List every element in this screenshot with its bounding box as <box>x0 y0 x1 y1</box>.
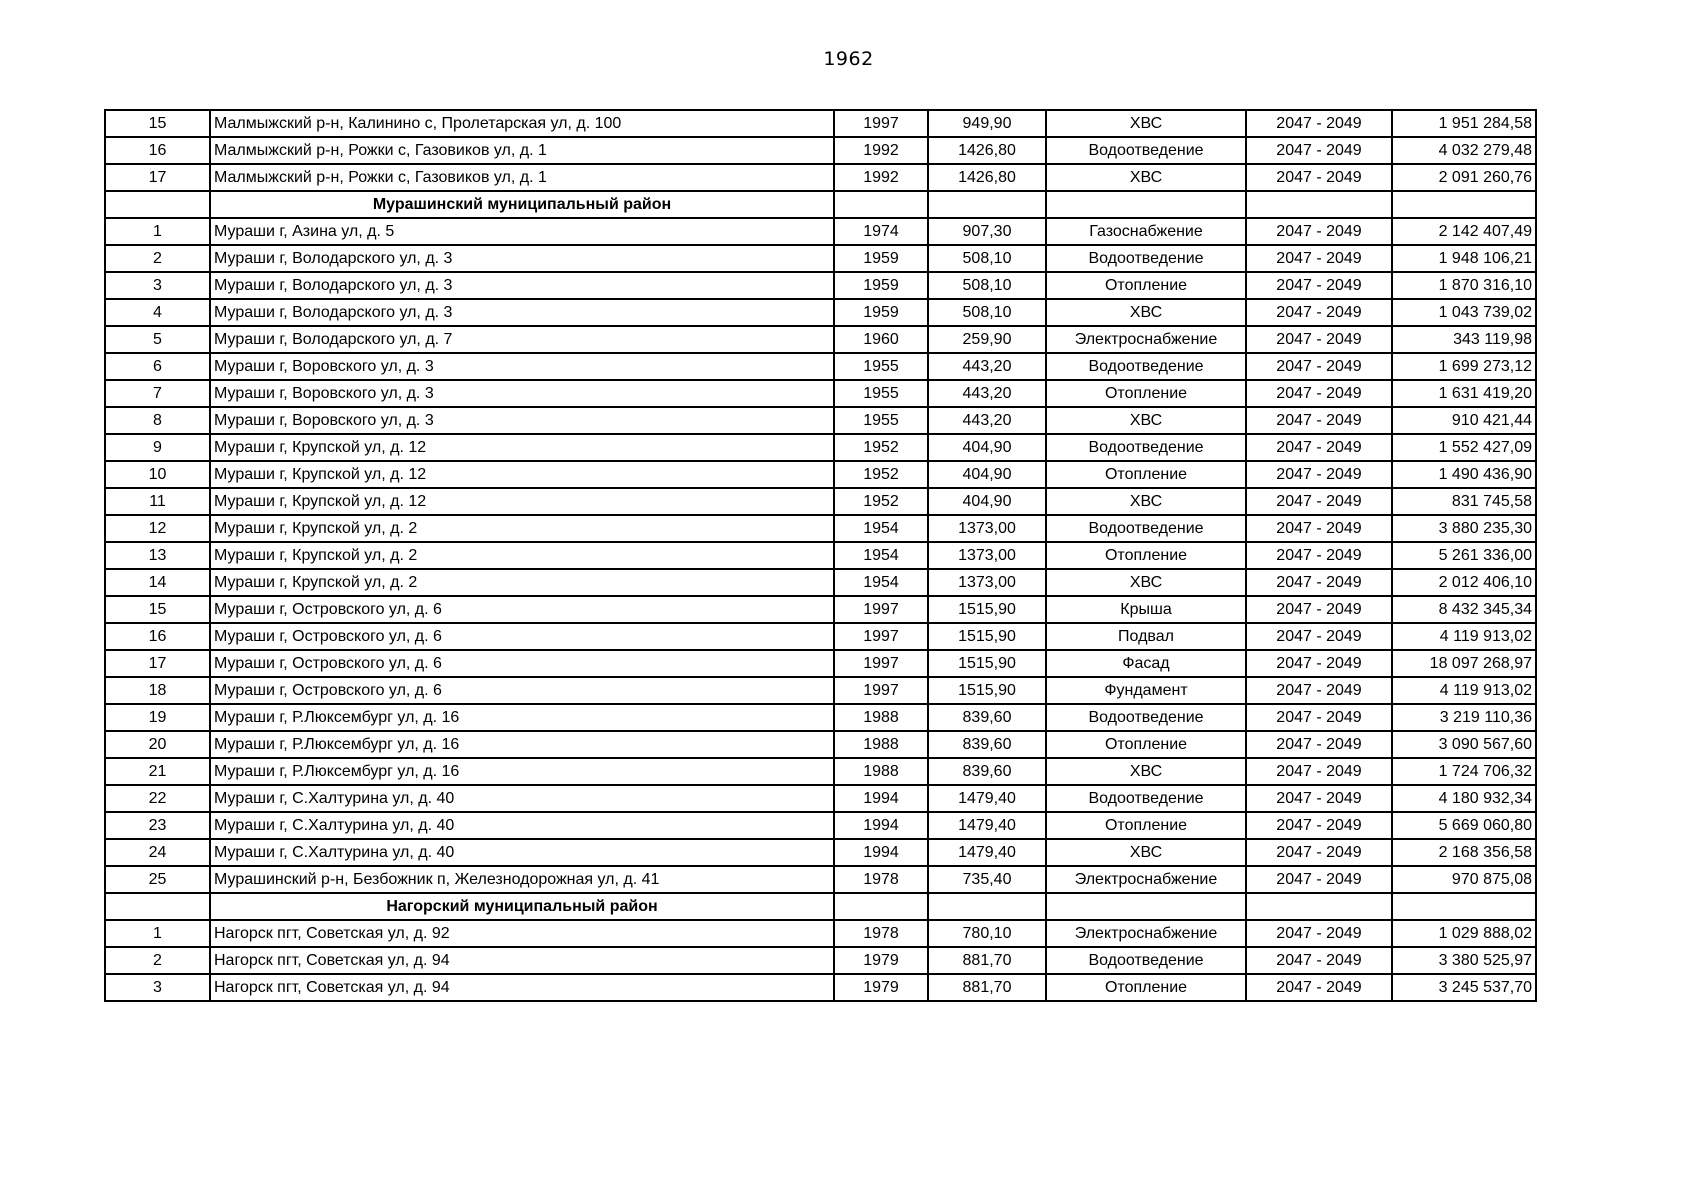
area-cell: 443,20 <box>928 353 1046 380</box>
area-cell: 508,10 <box>928 272 1046 299</box>
table-row <box>105 569 1536 596</box>
table-row <box>105 704 1536 731</box>
period-cell: 2047 - 2049 <box>1246 677 1392 704</box>
section-empty-cell <box>834 893 928 920</box>
work-type-cell: ХВС <box>1046 299 1246 326</box>
cost-cell: 4 119 913,02 <box>1392 677 1536 704</box>
area-cell: 443,20 <box>928 407 1046 434</box>
area-cell: 881,70 <box>928 947 1046 974</box>
area-cell: 1426,80 <box>928 137 1046 164</box>
section-empty-cell <box>1046 893 1246 920</box>
build-year-cell: 1997 <box>834 110 928 137</box>
row-number-cell: 25 <box>105 866 210 893</box>
build-year-cell: 1997 <box>834 650 928 677</box>
work-type-cell: ХВС <box>1046 758 1246 785</box>
area-cell: 907,30 <box>928 218 1046 245</box>
build-year-cell: 1955 <box>834 353 928 380</box>
row-number-cell: 4 <box>105 299 210 326</box>
table-row <box>105 542 1536 569</box>
address-cell: Нагорск пгт, Советская ул, д. 94 <box>210 947 834 974</box>
section-title: Нагорский муниципальный район <box>210 893 834 920</box>
work-type-cell: Электроснабжение <box>1046 866 1246 893</box>
work-type-cell: Водоотведение <box>1046 434 1246 461</box>
area-cell: 839,60 <box>928 758 1046 785</box>
address-cell: Нагорск пгт, Советская ул, д. 94 <box>210 974 834 1001</box>
period-cell: 2047 - 2049 <box>1246 110 1392 137</box>
table-row <box>105 920 1536 947</box>
period-cell: 2047 - 2049 <box>1246 866 1392 893</box>
section-empty-cell <box>1392 893 1536 920</box>
cost-cell: 3 245 537,70 <box>1392 974 1536 1001</box>
row-number-cell: 2 <box>105 947 210 974</box>
build-year-cell: 1992 <box>834 164 928 191</box>
table-row <box>105 218 1536 245</box>
address-cell: Мураши г, Володарского ул, д. 7 <box>210 326 834 353</box>
area-cell: 1515,90 <box>928 596 1046 623</box>
work-type-cell: ХВС <box>1046 488 1246 515</box>
period-cell: 2047 - 2049 <box>1246 542 1392 569</box>
cost-cell: 4 180 932,34 <box>1392 785 1536 812</box>
table-row <box>105 650 1536 677</box>
cost-cell: 18 097 268,97 <box>1392 650 1536 677</box>
row-number-cell: 16 <box>105 137 210 164</box>
table-row <box>105 947 1536 974</box>
address-cell: Мураши г, Володарского ул, д. 3 <box>210 272 834 299</box>
period-cell: 2047 - 2049 <box>1246 569 1392 596</box>
build-year-cell: 1992 <box>834 137 928 164</box>
cost-cell: 3 219 110,36 <box>1392 704 1536 731</box>
cost-cell: 831 745,58 <box>1392 488 1536 515</box>
period-cell: 2047 - 2049 <box>1246 218 1392 245</box>
build-year-cell: 1997 <box>834 677 928 704</box>
row-number-cell: 15 <box>105 110 210 137</box>
table-row <box>105 326 1536 353</box>
table-row <box>105 137 1536 164</box>
area-cell: 1373,00 <box>928 542 1046 569</box>
area-cell: 1373,00 <box>928 569 1046 596</box>
address-cell: Малмыжский р-н, Калинино с, Пролетарская ул, д. 100 <box>210 110 834 137</box>
cost-cell: 970 875,08 <box>1392 866 1536 893</box>
table-row <box>105 110 1536 137</box>
table-row <box>105 407 1536 434</box>
cost-cell: 5 669 060,80 <box>1392 812 1536 839</box>
work-type-cell: Водоотведение <box>1046 245 1246 272</box>
cost-cell: 343 119,98 <box>1392 326 1536 353</box>
area-cell: 881,70 <box>928 974 1046 1001</box>
cost-cell: 1 948 106,21 <box>1392 245 1536 272</box>
work-type-cell: Фасад <box>1046 650 1246 677</box>
period-cell: 2047 - 2049 <box>1246 326 1392 353</box>
address-cell: Мураши г, Крупской ул, д. 2 <box>210 542 834 569</box>
address-cell: Мураши г, Володарского ул, д. 3 <box>210 299 834 326</box>
area-cell: 735,40 <box>928 866 1046 893</box>
table-row <box>105 785 1536 812</box>
cost-cell: 1 490 436,90 <box>1392 461 1536 488</box>
work-type-cell: Отопление <box>1046 542 1246 569</box>
area-cell: 404,90 <box>928 434 1046 461</box>
period-cell: 2047 - 2049 <box>1246 488 1392 515</box>
build-year-cell: 1959 <box>834 299 928 326</box>
table-row <box>105 353 1536 380</box>
address-cell: Мураши г, С.Халтурина ул, д. 40 <box>210 785 834 812</box>
row-number-cell: 19 <box>105 704 210 731</box>
row-number-cell: 6 <box>105 353 210 380</box>
row-number-cell: 9 <box>105 434 210 461</box>
build-year-cell: 1960 <box>834 326 928 353</box>
cost-cell: 1 951 284,58 <box>1392 110 1536 137</box>
address-cell: Мураши г, Островского ул, д. 6 <box>210 623 834 650</box>
page-number: 1962 <box>823 48 874 70</box>
cost-cell: 1 699 273,12 <box>1392 353 1536 380</box>
row-number-cell: 1 <box>105 218 210 245</box>
period-cell: 2047 - 2049 <box>1246 461 1392 488</box>
cost-cell: 2 168 356,58 <box>1392 839 1536 866</box>
table-row <box>105 731 1536 758</box>
row-number-cell: 7 <box>105 380 210 407</box>
area-cell: 404,90 <box>928 461 1046 488</box>
section-empty-cell <box>1046 191 1246 218</box>
address-cell: Малмыжский р-н, Рожки с, Газовиков ул, д. 1 <box>210 164 834 191</box>
address-cell: Мураши г, Володарского ул, д. 3 <box>210 245 834 272</box>
area-cell: 508,10 <box>928 299 1046 326</box>
period-cell: 2047 - 2049 <box>1246 380 1392 407</box>
cost-cell: 2 091 260,76 <box>1392 164 1536 191</box>
table-row <box>105 974 1536 1001</box>
build-year-cell: 1994 <box>834 785 928 812</box>
section-empty-cell <box>928 191 1046 218</box>
row-number-cell: 8 <box>105 407 210 434</box>
work-type-cell: Отопление <box>1046 731 1246 758</box>
build-year-cell: 1955 <box>834 380 928 407</box>
period-cell: 2047 - 2049 <box>1246 353 1392 380</box>
address-cell: Мураши г, Р.Люксембург ул, д. 16 <box>210 758 834 785</box>
address-cell: Мурашинский р-н, Безбожник п, Железнодорожная ул, д. 41 <box>210 866 834 893</box>
work-type-cell: Водоотведение <box>1046 785 1246 812</box>
row-number-cell: 3 <box>105 974 210 1001</box>
work-type-cell: Электроснабжение <box>1046 326 1246 353</box>
area-cell: 1515,90 <box>928 677 1046 704</box>
build-year-cell: 1974 <box>834 218 928 245</box>
work-type-cell: ХВС <box>1046 110 1246 137</box>
cost-cell: 1 029 888,02 <box>1392 920 1536 947</box>
section-empty-cell <box>105 191 210 218</box>
table-row <box>105 758 1536 785</box>
period-cell: 2047 - 2049 <box>1246 596 1392 623</box>
cost-cell: 3 880 235,30 <box>1392 515 1536 542</box>
area-cell: 1373,00 <box>928 515 1046 542</box>
section-empty-cell <box>1246 893 1392 920</box>
work-type-cell: Крыша <box>1046 596 1246 623</box>
work-type-cell: Отопление <box>1046 812 1246 839</box>
row-number-cell: 16 <box>105 623 210 650</box>
build-year-cell: 1979 <box>834 974 928 1001</box>
build-year-cell: 1994 <box>834 839 928 866</box>
area-cell: 508,10 <box>928 245 1046 272</box>
build-year-cell: 1959 <box>834 245 928 272</box>
cost-cell: 2 142 407,49 <box>1392 218 1536 245</box>
build-year-cell: 1952 <box>834 488 928 515</box>
section-empty-cell <box>1246 191 1392 218</box>
table-row <box>105 461 1536 488</box>
area-cell: 1479,40 <box>928 785 1046 812</box>
section-empty-cell <box>1392 191 1536 218</box>
table-body <box>105 110 1536 1001</box>
work-type-cell: Электроснабжение <box>1046 920 1246 947</box>
period-cell: 2047 - 2049 <box>1246 731 1392 758</box>
period-cell: 2047 - 2049 <box>1246 920 1392 947</box>
address-cell: Мураши г, Крупской ул, д. 2 <box>210 569 834 596</box>
address-cell: Мураши г, С.Халтурина ул, д. 40 <box>210 839 834 866</box>
address-cell: Малмыжский р-н, Рожки с, Газовиков ул, д. 1 <box>210 137 834 164</box>
period-cell: 2047 - 2049 <box>1246 137 1392 164</box>
section-header-row <box>105 893 1536 920</box>
build-year-cell: 1988 <box>834 731 928 758</box>
row-number-cell: 11 <box>105 488 210 515</box>
build-year-cell: 1979 <box>834 947 928 974</box>
work-type-cell: Отопление <box>1046 272 1246 299</box>
address-cell: Мураши г, Крупской ул, д. 2 <box>210 515 834 542</box>
work-type-cell: Водоотведение <box>1046 137 1246 164</box>
area-cell: 404,90 <box>928 488 1046 515</box>
work-type-cell: ХВС <box>1046 839 1246 866</box>
period-cell: 2047 - 2049 <box>1246 839 1392 866</box>
cost-cell: 1 631 419,20 <box>1392 380 1536 407</box>
table-row <box>105 272 1536 299</box>
cost-cell: 1 870 316,10 <box>1392 272 1536 299</box>
area-cell: 839,60 <box>928 731 1046 758</box>
build-year-cell: 1997 <box>834 596 928 623</box>
area-cell: 780,10 <box>928 920 1046 947</box>
period-cell: 2047 - 2049 <box>1246 272 1392 299</box>
build-year-cell: 1952 <box>834 434 928 461</box>
address-cell: Мураши г, Островского ул, д. 6 <box>210 650 834 677</box>
table-row <box>105 434 1536 461</box>
address-cell: Мураши г, С.Халтурина ул, д. 40 <box>210 812 834 839</box>
period-cell: 2047 - 2049 <box>1246 407 1392 434</box>
work-type-cell: Водоотведение <box>1046 704 1246 731</box>
cost-cell: 3 090 567,60 <box>1392 731 1536 758</box>
build-year-cell: 1978 <box>834 866 928 893</box>
row-number-cell: 13 <box>105 542 210 569</box>
cost-cell: 1 724 706,32 <box>1392 758 1536 785</box>
address-cell: Мураши г, Р.Люксембург ул, д. 16 <box>210 731 834 758</box>
cost-cell: 1 552 427,09 <box>1392 434 1536 461</box>
work-type-cell: Водоотведение <box>1046 353 1246 380</box>
row-number-cell: 1 <box>105 920 210 947</box>
address-cell: Мураши г, Воровского ул, д. 3 <box>210 407 834 434</box>
work-type-cell: ХВС <box>1046 569 1246 596</box>
work-type-cell: Фундамент <box>1046 677 1246 704</box>
table-row <box>105 623 1536 650</box>
build-year-cell: 1952 <box>834 461 928 488</box>
build-year-cell: 1997 <box>834 623 928 650</box>
address-cell: Мураши г, Р.Люксембург ул, д. 16 <box>210 704 834 731</box>
work-type-cell: Водоотведение <box>1046 515 1246 542</box>
build-year-cell: 1994 <box>834 812 928 839</box>
table-row <box>105 299 1536 326</box>
build-year-cell: 1954 <box>834 515 928 542</box>
address-cell: Мураши г, Крупской ул, д. 12 <box>210 461 834 488</box>
period-cell: 2047 - 2049 <box>1246 515 1392 542</box>
row-number-cell: 3 <box>105 272 210 299</box>
period-cell: 2047 - 2049 <box>1246 704 1392 731</box>
build-year-cell: 1954 <box>834 569 928 596</box>
area-cell: 1515,90 <box>928 650 1046 677</box>
area-cell: 1515,90 <box>928 623 1046 650</box>
area-cell: 1479,40 <box>928 839 1046 866</box>
work-type-cell: Подвал <box>1046 623 1246 650</box>
build-year-cell: 1988 <box>834 704 928 731</box>
table-row <box>105 515 1536 542</box>
address-cell: Нагорск пгт, Советская ул, д. 92 <box>210 920 834 947</box>
address-cell: Мураши г, Воровского ул, д. 3 <box>210 353 834 380</box>
work-type-cell: Газоснабжение <box>1046 218 1246 245</box>
area-cell: 1479,40 <box>928 812 1046 839</box>
period-cell: 2047 - 2049 <box>1246 434 1392 461</box>
cost-cell: 5 261 336,00 <box>1392 542 1536 569</box>
period-cell: 2047 - 2049 <box>1246 164 1392 191</box>
row-number-cell: 14 <box>105 569 210 596</box>
section-empty-cell <box>834 191 928 218</box>
section-empty-cell <box>928 893 1046 920</box>
row-number-cell: 5 <box>105 326 210 353</box>
row-number-cell: 21 <box>105 758 210 785</box>
address-cell: Мураши г, Крупской ул, д. 12 <box>210 434 834 461</box>
address-cell: Мураши г, Островского ул, д. 6 <box>210 596 834 623</box>
section-empty-cell <box>105 893 210 920</box>
period-cell: 2047 - 2049 <box>1246 650 1392 677</box>
section-header-row <box>105 191 1536 218</box>
work-type-cell: ХВС <box>1046 407 1246 434</box>
cost-cell: 3 380 525,97 <box>1392 947 1536 974</box>
address-cell: Мураши г, Азина ул, д. 5 <box>210 218 834 245</box>
period-cell: 2047 - 2049 <box>1246 974 1392 1001</box>
table-row <box>105 677 1536 704</box>
period-cell: 2047 - 2049 <box>1246 785 1392 812</box>
area-cell: 839,60 <box>928 704 1046 731</box>
cost-cell: 4 032 279,48 <box>1392 137 1536 164</box>
build-year-cell: 1988 <box>834 758 928 785</box>
row-number-cell: 12 <box>105 515 210 542</box>
row-number-cell: 10 <box>105 461 210 488</box>
area-cell: 259,90 <box>928 326 1046 353</box>
section-title: Мурашинский муниципальный район <box>210 191 834 218</box>
row-number-cell: 18 <box>105 677 210 704</box>
area-cell: 1426,80 <box>928 164 1046 191</box>
work-type-cell: Отопление <box>1046 974 1246 1001</box>
cost-cell: 4 119 913,02 <box>1392 623 1536 650</box>
work-type-cell: Отопление <box>1046 380 1246 407</box>
row-number-cell: 23 <box>105 812 210 839</box>
row-number-cell: 15 <box>105 596 210 623</box>
area-cell: 443,20 <box>928 380 1046 407</box>
row-number-cell: 17 <box>105 164 210 191</box>
address-cell: Мураши г, Крупской ул, д. 12 <box>210 488 834 515</box>
build-year-cell: 1978 <box>834 920 928 947</box>
period-cell: 2047 - 2049 <box>1246 812 1392 839</box>
repair-schedule-table <box>104 109 1537 1002</box>
row-number-cell: 2 <box>105 245 210 272</box>
period-cell: 2047 - 2049 <box>1246 758 1392 785</box>
build-year-cell: 1954 <box>834 542 928 569</box>
table-row <box>105 488 1536 515</box>
table-row <box>105 839 1536 866</box>
row-number-cell: 20 <box>105 731 210 758</box>
area-cell: 949,90 <box>928 110 1046 137</box>
cost-cell: 2 012 406,10 <box>1392 569 1536 596</box>
period-cell: 2047 - 2049 <box>1246 947 1392 974</box>
row-number-cell: 22 <box>105 785 210 812</box>
table-row <box>105 596 1536 623</box>
period-cell: 2047 - 2049 <box>1246 623 1392 650</box>
table-row <box>105 866 1536 893</box>
work-type-cell: Водоотведение <box>1046 947 1246 974</box>
work-type-cell: Отопление <box>1046 461 1246 488</box>
address-cell: Мураши г, Островского ул, д. 6 <box>210 677 834 704</box>
table-row <box>105 164 1536 191</box>
table-row <box>105 812 1536 839</box>
cost-cell: 1 043 739,02 <box>1392 299 1536 326</box>
cost-cell: 910 421,44 <box>1392 407 1536 434</box>
address-cell: Мураши г, Воровского ул, д. 3 <box>210 380 834 407</box>
build-year-cell: 1959 <box>834 272 928 299</box>
period-cell: 2047 - 2049 <box>1246 299 1392 326</box>
cost-cell: 8 432 345,34 <box>1392 596 1536 623</box>
work-type-cell: ХВС <box>1046 164 1246 191</box>
table-row <box>105 245 1536 272</box>
table-row <box>105 380 1536 407</box>
row-number-cell: 24 <box>105 839 210 866</box>
period-cell: 2047 - 2049 <box>1246 245 1392 272</box>
build-year-cell: 1955 <box>834 407 928 434</box>
row-number-cell: 17 <box>105 650 210 677</box>
